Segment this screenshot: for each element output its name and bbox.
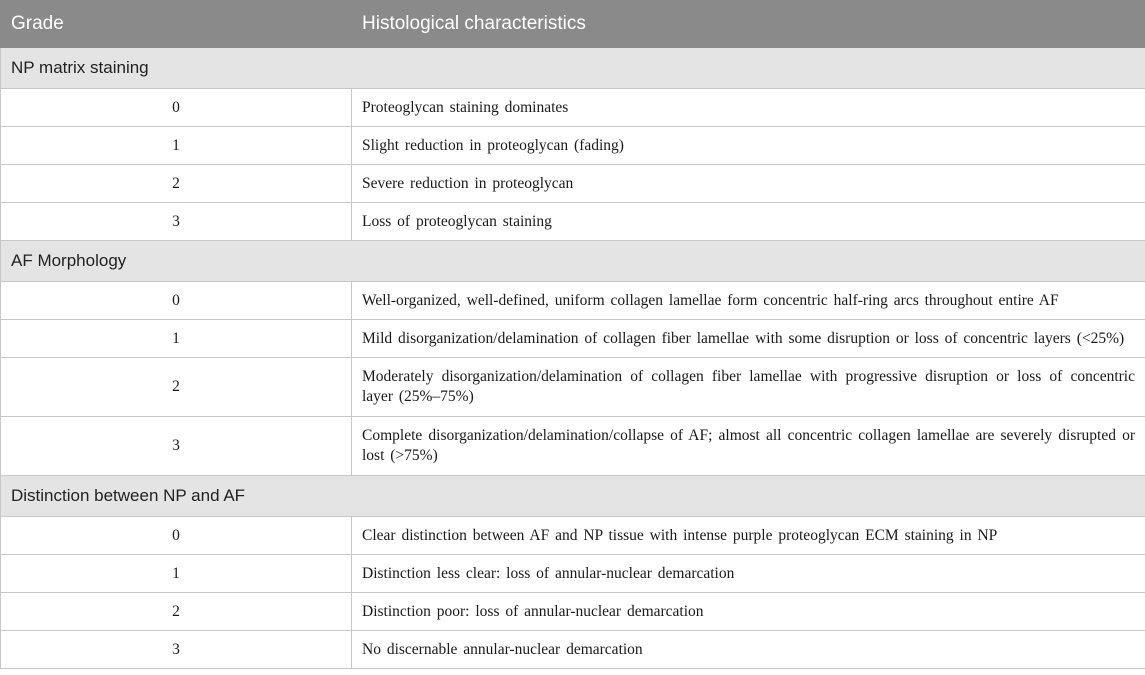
section-header-np-af-distinction	[1, 476, 1145, 517]
characteristic-cell: Loss of proteoglycan staining	[352, 203, 1145, 241]
table-row	[1, 89, 1145, 127]
characteristic-cell: Well-organized, well-defined, uniform collagen lamellae form concentric half-ring arcs throughout entire AF	[352, 282, 1145, 320]
characteristic-cell: Slight reduction in proteoglycan (fading)	[352, 127, 1145, 165]
characteristic-cell: Moderately disorganization/delamination of collagen fiber lamellae with progressive disruption or loss of concentric layer (25%–75%)	[352, 358, 1145, 417]
section-title: Distinction between NP and AF	[1, 476, 1145, 517]
grade-cell: 0	[1, 89, 352, 127]
characteristic-cell: Mild disorganization/delamination of collagen fiber lamellae with some disruption or loss of concentric layers (<25%)	[352, 320, 1145, 358]
table-row	[1, 203, 1145, 241]
grade-cell: 3	[1, 631, 352, 669]
characteristic-cell: Distinction poor: loss of annular-nuclear demarcation	[352, 593, 1145, 631]
table-row	[1, 593, 1145, 631]
grade-cell: 3	[1, 203, 352, 241]
grade-column-header: Grade	[1, 1, 352, 48]
characteristics-column-header: Histological characteristics	[352, 1, 1145, 48]
characteristic-cell: Severe reduction in proteoglycan	[352, 165, 1145, 203]
table-row	[1, 358, 1145, 417]
section-header-np-matrix	[1, 48, 1145, 89]
table-row	[1, 320, 1145, 358]
characteristic-cell: Clear distinction between AF and NP tissue with intense purple proteoglycan ECM staining in NP	[352, 517, 1145, 555]
table-row	[1, 631, 1145, 669]
header-row	[1, 1, 1145, 48]
section-title: NP matrix staining	[1, 48, 1145, 89]
table-row	[1, 555, 1145, 593]
table-row	[1, 127, 1145, 165]
table-row	[1, 517, 1145, 555]
grade-cell: 3	[1, 417, 352, 476]
characteristic-cell: Complete disorganization/delamination/collapse of AF; almost all concentric collagen lamellae are severely disrupted or lost (>75%)	[352, 417, 1145, 476]
grade-cell: 2	[1, 593, 352, 631]
table-row	[1, 165, 1145, 203]
grade-cell: 0	[1, 282, 352, 320]
characteristic-cell: Proteoglycan staining dominates	[352, 89, 1145, 127]
grade-cell: 1	[1, 127, 352, 165]
table-row	[1, 282, 1145, 320]
grade-cell: 0	[1, 517, 352, 555]
characteristic-cell: No discernable annular-nuclear demarcation	[352, 631, 1145, 669]
characteristic-cell: Distinction less clear: loss of annular-nuclear demarcation	[352, 555, 1145, 593]
table-row	[1, 417, 1145, 476]
grade-cell: 2	[1, 358, 352, 417]
grade-cell: 2	[1, 165, 352, 203]
grade-cell: 1	[1, 320, 352, 358]
section-title: AF Morphology	[1, 241, 1145, 282]
section-header-af-morphology	[1, 241, 1145, 282]
grade-cell: 1	[1, 555, 352, 593]
